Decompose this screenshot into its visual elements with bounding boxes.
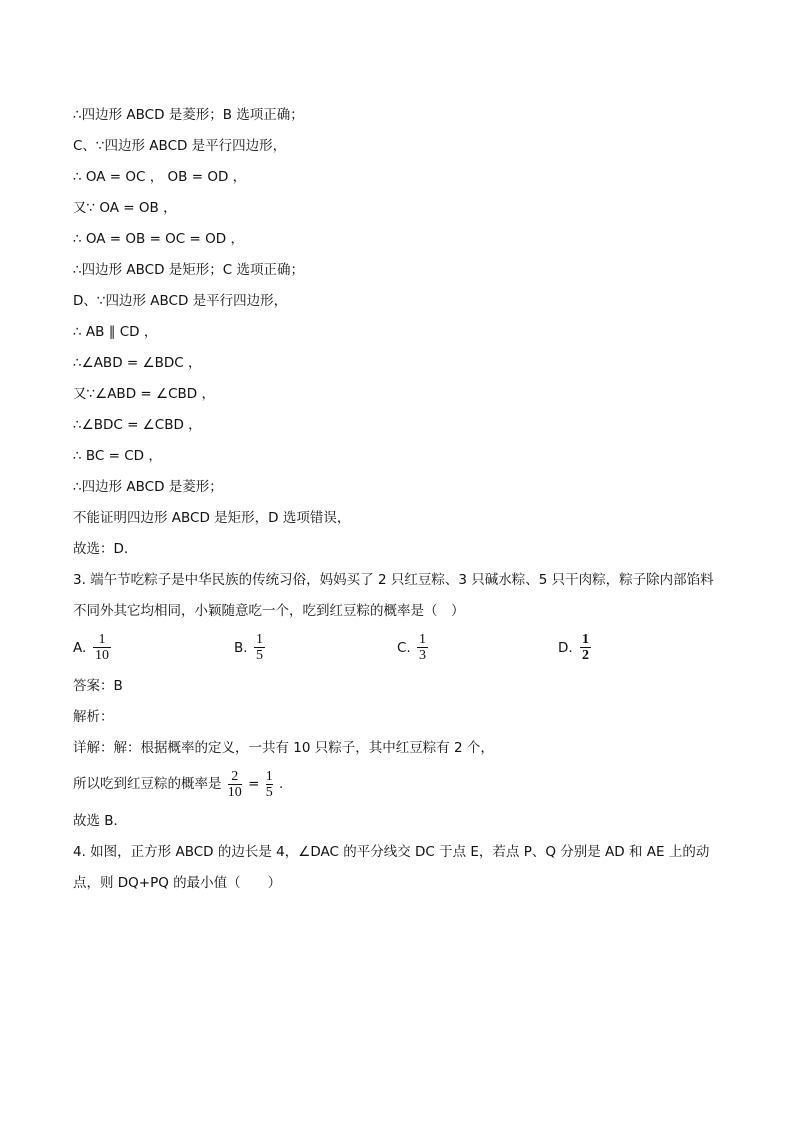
fraction-denominator: 10 bbox=[95, 648, 109, 663]
solution-line: ∴ OA = OB = OC = OD ， bbox=[73, 231, 244, 247]
option-letter: C. bbox=[397, 640, 411, 656]
fraction-denominator: 5 bbox=[256, 648, 263, 663]
option-fraction bbox=[254, 632, 265, 663]
question-4-text: 点，则 DQ+PQ 的最小值（ ） bbox=[73, 875, 282, 891]
option-fraction bbox=[93, 632, 111, 663]
option-letter: B. bbox=[234, 640, 248, 656]
result-prefix: 所以吃到红豆粽的概率是 bbox=[73, 776, 222, 792]
fraction-denominator: 10 bbox=[227, 784, 242, 800]
solution-line: ∴ BC = CD ， bbox=[73, 448, 162, 464]
solution-line: ∴ OA = OC ， OB = OD ， bbox=[73, 169, 247, 185]
result-fraction-1 bbox=[228, 769, 242, 800]
solution-line: ∴四边形 ABCD 是菱形；B 选项正确； bbox=[73, 107, 304, 123]
solution-line: 故选：D． bbox=[73, 541, 138, 557]
fraction-numerator: 1 bbox=[265, 768, 273, 784]
solution-line: C、∵四边形 ABCD 是平行四边形， bbox=[73, 138, 287, 154]
fraction-numerator: 1 bbox=[98, 632, 106, 647]
solution-line: ∴∠ABD = ∠BDC ， bbox=[73, 355, 202, 371]
solution-line: D、∵四边形 ABCD 是平行四边形， bbox=[73, 293, 288, 309]
detail-line: 详解：解：根据概率的定义，一共有 10 只粽子，其中红豆粽有 2 个， bbox=[73, 740, 494, 756]
fraction-numerator: 1 bbox=[419, 632, 426, 647]
question-3-text: 3. 端午节吃粽子是中华民族的传统习俗，妈妈买了 2 只红豆粽、3 只碱水粽、5 只干肉粽，粽子除内部馅料 bbox=[73, 572, 714, 588]
equals-sign: = bbox=[248, 776, 260, 792]
choose-line: 故选 B． bbox=[73, 813, 128, 829]
option-fraction bbox=[417, 632, 428, 663]
answer-line: 答案：B bbox=[73, 678, 123, 694]
fraction-denominator: 2 bbox=[582, 648, 589, 663]
result-suffix: . bbox=[279, 776, 284, 792]
option-letter: A. bbox=[73, 640, 87, 656]
question-4-text: 4. 如图，正方形 ABCD 的边长是 4，∠DAC 的平分线交 DC 于点 E，若点 P、Q 分别是 AD 和 AE 上的动 bbox=[73, 844, 710, 860]
solution-line: 又∵ OA = OB ， bbox=[73, 200, 177, 216]
solution-line: 又∵∠ABD = ∠CBD ， bbox=[73, 386, 215, 402]
solution-line: ∴ AB ∥ CD ， bbox=[73, 324, 158, 340]
fraction-numerator: 2 bbox=[231, 768, 239, 784]
fraction-denominator: 5 bbox=[265, 784, 273, 800]
solution-line: ∴∠BDC = ∠CBD ， bbox=[73, 417, 202, 433]
option-letter: D. bbox=[558, 640, 573, 656]
solution-line: 不能证明四边形 ABCD 是矩形，D 选项错误， bbox=[73, 510, 351, 526]
question-3-text: 不同外其它均相同，小颖随意吃一个，吃到红豆粽的概率是（ ） bbox=[73, 603, 465, 619]
fraction-numerator: 1 bbox=[582, 632, 589, 647]
option-fraction bbox=[580, 632, 591, 663]
fraction-denominator: 3 bbox=[419, 648, 426, 663]
solution-line: ∴四边形 ABCD 是菱形； bbox=[73, 479, 223, 495]
result-fraction-2 bbox=[266, 769, 273, 800]
fraction-numerator: 1 bbox=[256, 632, 263, 647]
analysis-label: 解析： bbox=[73, 709, 114, 725]
solution-line: ∴四边形 ABCD 是矩形；C 选项正确； bbox=[73, 262, 304, 278]
result-line bbox=[73, 767, 283, 801]
